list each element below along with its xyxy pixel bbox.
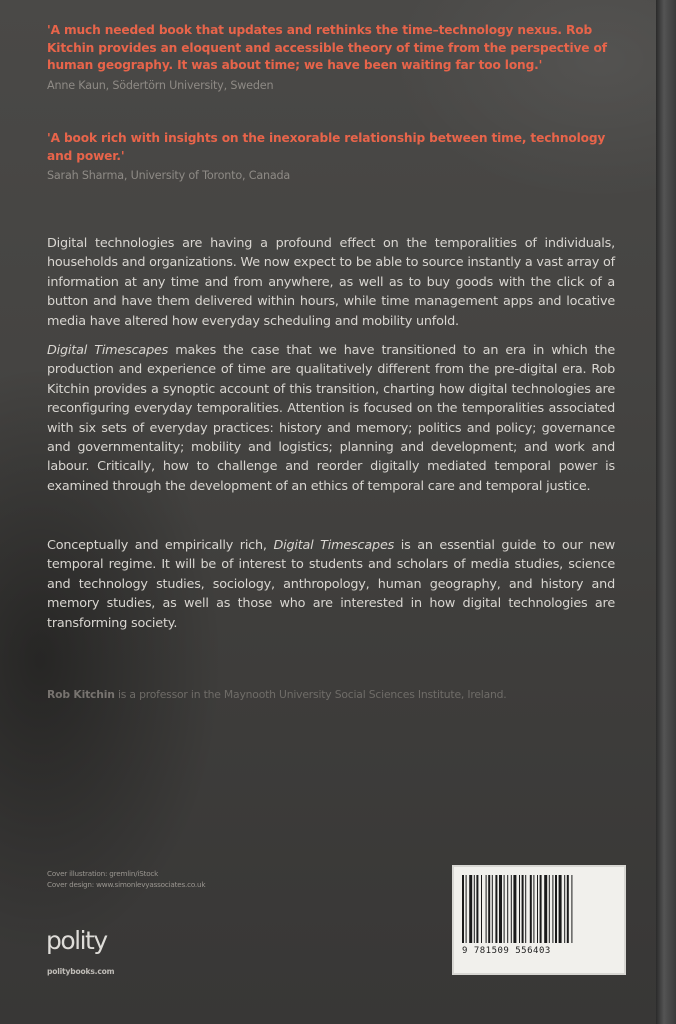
barcode-stripe bbox=[537, 875, 538, 943]
barcode-stripe bbox=[511, 875, 512, 943]
cover-credits bbox=[47, 868, 205, 890]
paragraph-text: Conceptually and empirically rich, bbox=[47, 538, 274, 553]
design-credit: Cover design: www.simonlevyassociates.co.uk bbox=[47, 880, 206, 889]
book-title: Digital Timescapes bbox=[273, 538, 395, 553]
barcode-stripe bbox=[540, 875, 542, 943]
quote-2 bbox=[47, 130, 615, 184]
paragraph-text: Digital technologies are having a profound effect on the temporalities of individuals, households and organizations. We now expect to be able to source instantly a vast array of information at any time and from anywhere, as well as to buy goods with the click of a button and have them delivered within hours, while time management apps and locative media have altered how everyday scheduling and mobility unfold. bbox=[47, 236, 615, 329]
barcode-stripe bbox=[552, 875, 553, 943]
author-bio bbox=[47, 688, 615, 701]
barcode-stripe bbox=[533, 875, 534, 943]
illustration-credit: Cover illustration: gremlin/iStock bbox=[47, 869, 159, 878]
barcode-stripe bbox=[462, 875, 464, 943]
description-paragraph-1 bbox=[47, 234, 615, 331]
isbn-number: 9 781509 556403 bbox=[462, 946, 551, 956]
barcode-stripe bbox=[513, 875, 516, 943]
barcode-stripe bbox=[492, 875, 493, 943]
publisher-website: politybooks.com bbox=[47, 967, 115, 976]
isbn-barcode bbox=[452, 865, 626, 975]
description-paragraph-3 bbox=[47, 536, 615, 633]
barcode-icon bbox=[460, 875, 622, 945]
quote-2-attribution: Sarah Sharma, University of Toronto, Canada bbox=[47, 169, 291, 182]
barcode-stripe bbox=[530, 875, 532, 943]
barcode-stripe bbox=[564, 875, 565, 943]
barcode-stripe bbox=[507, 875, 508, 943]
barcode-stripe bbox=[469, 875, 472, 943]
barcode-stripe bbox=[567, 875, 569, 943]
barcode-stripe bbox=[481, 875, 482, 943]
barcode-stripe bbox=[571, 875, 572, 943]
barcode-stripe bbox=[544, 875, 547, 943]
barcode-stripe bbox=[466, 875, 467, 943]
barcode-stripe bbox=[555, 875, 557, 943]
author-name: Rob Kitchin bbox=[47, 688, 115, 701]
barcode-stripe bbox=[476, 875, 478, 943]
book-title: Digital Timescapes bbox=[47, 343, 169, 358]
barcode-stripe bbox=[549, 875, 550, 943]
description-paragraph-2 bbox=[47, 341, 615, 496]
barcode-stripe bbox=[559, 875, 562, 943]
quote-1-text: 'A much needed book that updates and rethinks the time–technology nexus. Rob Kitchin provides an eloquent and accessible theory of time from the perspective of human geography. It was about time; we have been waiting far too long.' bbox=[47, 23, 607, 72]
barcode-stripe bbox=[495, 875, 497, 943]
barcode-stripe bbox=[519, 875, 520, 943]
barcode-stripe bbox=[474, 875, 475, 943]
book-spine-edge bbox=[656, 0, 676, 1024]
paragraph-text: is an essential guide to our new temporal regime. It will be of interest to students and scholars of media studies, science and technology studies, sociology, anthropology, human geography, and history and memory studies, as well as those who are interested in how digital technologies are transforming society. bbox=[47, 538, 616, 631]
barcode-stripe bbox=[522, 875, 524, 943]
author-bio-text: is a professor in the Maynooth University Social Sciences Institute, Ireland. bbox=[114, 688, 507, 701]
barcode-stripe bbox=[499, 875, 502, 943]
barcode-stripe bbox=[504, 875, 505, 943]
barcode-stripe bbox=[525, 875, 526, 943]
barcode-stripe bbox=[486, 875, 487, 943]
polity-logo: polity bbox=[46, 926, 107, 955]
paragraph-text: makes the case that we have transitioned to an era in which the production and experience of time are qualitatively different from the pre-digital era. Rob Kitchin provides a synoptic account of this transition, charting how digital technologies are reconfiguring everyday temporalities. Attention is focused on the temporalities associated with six sets of everyday practices: history and memory; politics and policy; governance and governmentality; mobility and logistics; planning and development; and work and labour. Critically, how to challenge and reorder digitally mediated temporal power is examined through the development of an ethics of temporal care and temporal justice. bbox=[47, 343, 615, 494]
quote-1 bbox=[47, 22, 615, 94]
quote-2-text: 'A book rich with insights on the inexorable relationship between time, technology and power.' bbox=[47, 131, 606, 163]
barcode-stripe bbox=[488, 875, 490, 943]
quote-1-attribution: Anne Kaun, Södertörn University, Sweden bbox=[47, 78, 274, 92]
